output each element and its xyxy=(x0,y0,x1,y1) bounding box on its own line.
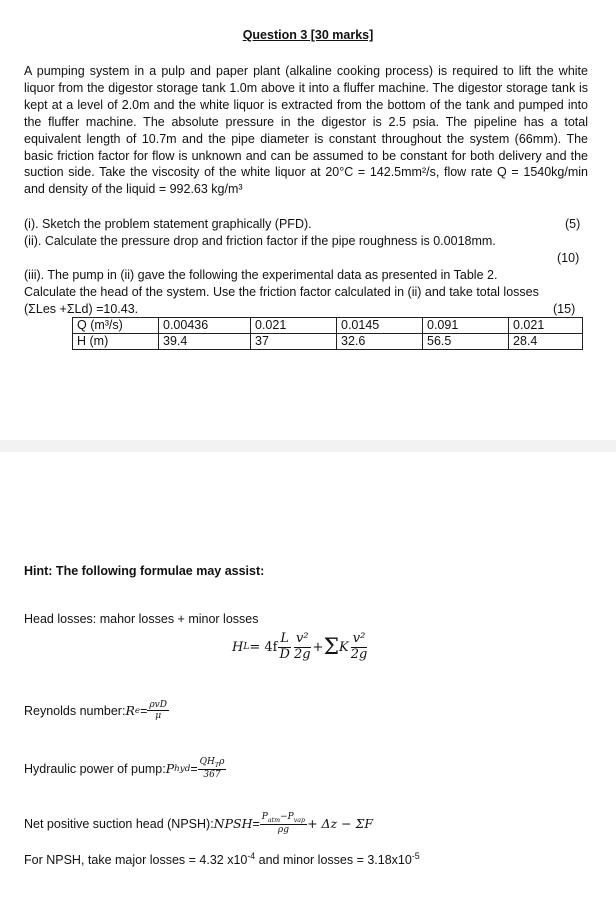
head-losses-formula xyxy=(232,632,369,663)
power-fraction xyxy=(198,757,227,780)
formula-lhs-sub: L xyxy=(243,642,250,653)
pump-data-table xyxy=(72,317,583,350)
reynolds-lhs: R xyxy=(125,703,135,719)
page-divider xyxy=(0,440,616,452)
part-i-marks: (5) xyxy=(565,217,581,231)
summation-symbol: Σ xyxy=(323,634,339,660)
table-cell: 32.6 xyxy=(337,334,423,350)
part-ii-marks: (10) xyxy=(557,251,580,265)
npsh-p2-sub: vap xyxy=(293,816,306,824)
fraction-denominator: ρg xyxy=(277,825,289,836)
part-iii-line-2: Calculate the head of the system. Use the friction factor calculated in (ii) and take total losses xyxy=(24,285,539,299)
power-lhs-sub: hyd xyxy=(174,763,191,774)
npsh-note-exp2: -5 xyxy=(411,851,420,861)
table-cell: 39.4 xyxy=(159,334,251,350)
reynolds-eq: = xyxy=(140,703,148,718)
fraction-numerator xyxy=(260,812,307,825)
problem-statement: A pumping system in a pulp and paper plant (alkaline cooking process) is required to lift the white liquor from the digestor storage tank 1.0m above it into a fluffer machine. The digestor storage tank is kept at a level of 2.0m and the white liquor is extracted from the bottom of the tank and pumped into the fluffer machine. The absolute pressure in the digestor is 2.5 psia. The pipeline has a total equivalent length of 10.7m and the pipe diameter is constant throughout the system (66mm). The basic friction factor for flow is unknown and can be assumed to be constant for both delivery and the suction side. Take the viscosity of the white liquor at 20°C = 142.5mm²/s, flow rate Q = 1540kg/min and density of the liquid = 992.63 kg/m³ xyxy=(24,64,588,197)
npsh-p1: P xyxy=(261,812,268,822)
table-row xyxy=(73,318,583,334)
power-eq: = xyxy=(190,761,198,776)
fraction-denominator: 367 xyxy=(203,770,221,781)
question-title: Question 3 [30 marks] xyxy=(242,28,374,42)
formula-plus: + xyxy=(312,639,324,655)
npsh-tail: + Δz − ΣF xyxy=(307,816,374,832)
fraction-numerator: v² xyxy=(352,631,366,646)
table-cell: 0.091 xyxy=(423,318,509,334)
reynolds-formula xyxy=(24,700,169,722)
table-cell: 0.021 xyxy=(509,318,583,334)
fraction-numerator: ρvD xyxy=(149,700,167,710)
fraction-denominator: D xyxy=(279,646,290,662)
npsh-p1-sub: atm xyxy=(267,816,281,824)
reynolds-label: Reynolds number: xyxy=(24,703,126,718)
fraction-v2-over-2g xyxy=(292,632,313,663)
npsh-eq: = xyxy=(252,816,260,831)
table-cell: 56.5 xyxy=(423,334,509,350)
part-iii-line-1: (iii). The pump in (ii) gave the following the experimental data as presented in Table 2. xyxy=(24,268,498,282)
table-cell: 0.0145 xyxy=(337,318,423,334)
npsh-p2: P xyxy=(287,812,294,822)
part-ii-text: (ii). Calculate the pressure drop and friction factor if the pipe roughness is 0.0018mm. xyxy=(24,234,496,248)
hint-heading: Hint: The following formulae may assist: xyxy=(24,564,265,578)
fraction-denominator: μ xyxy=(155,711,162,722)
table-cell: 37 xyxy=(251,334,337,350)
table-cell: H (m) xyxy=(73,334,159,350)
part-iii-marks: (15) xyxy=(553,302,576,316)
head-losses-label: Head losses: mahor losses + minor losses xyxy=(24,612,259,626)
npsh-note-major: For NPSH, take major losses = 4.32 x10 xyxy=(24,853,248,868)
fraction-numerator xyxy=(198,757,227,770)
npsh-note-exp1: -4 xyxy=(247,851,256,861)
table-cell: 0.00436 xyxy=(159,318,251,334)
npsh-note-minor: and minor losses = 3.18x10 xyxy=(255,853,412,868)
fraction-numerator: v² xyxy=(295,631,309,646)
npsh-label: Net positive suction head (NPSH): xyxy=(24,816,214,831)
table-row xyxy=(73,334,583,350)
fraction-l-over-d xyxy=(278,632,292,663)
formula-eq: = 4f xyxy=(249,639,278,655)
table-cell: 0.021 xyxy=(251,318,337,334)
npsh-minus: − xyxy=(280,812,288,822)
reynolds-lhs-sub: e xyxy=(134,705,141,716)
power-num-sub: T xyxy=(214,761,220,769)
table-cell: Q (m³/s) xyxy=(73,318,159,334)
formula-k: K xyxy=(339,639,349,655)
npsh-formula xyxy=(24,812,373,835)
hydraulic-power-formula xyxy=(24,757,226,780)
fraction-numerator: L xyxy=(280,631,290,646)
reynolds-fraction xyxy=(147,700,169,722)
part-i-text: (i). Sketch the problem statement graphically (PFD). xyxy=(24,217,312,231)
power-lhs: P xyxy=(165,761,175,777)
fraction-v2-over-2g-minor xyxy=(349,632,370,663)
fraction-denominator: 2g xyxy=(293,646,311,662)
npsh-lhs: NPSH xyxy=(213,816,253,832)
fraction-denominator: 2g xyxy=(350,646,368,662)
power-label: Hydraulic power of pump: xyxy=(24,761,166,776)
npsh-fraction xyxy=(260,812,307,835)
table-cell: 28.4 xyxy=(509,334,583,350)
npsh-note xyxy=(24,848,420,868)
formula-lhs: H xyxy=(232,639,244,655)
part-iii-line-3: (ΣLes +ΣLd) =10.43. xyxy=(24,302,139,316)
power-num-text: QH xyxy=(199,757,215,767)
power-num-end: ρ xyxy=(219,757,225,767)
